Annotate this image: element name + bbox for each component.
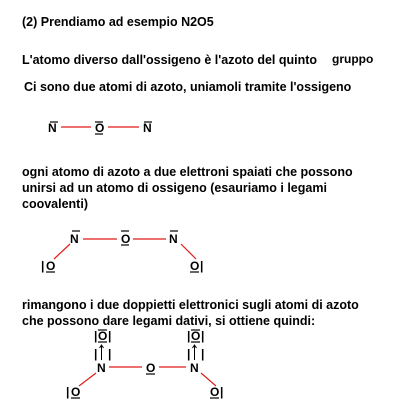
nitrogen-atom: N bbox=[48, 121, 57, 135]
paragraph-4-line-1: rimangono i due doppietti elettronici sugli atomi di azoto bbox=[22, 298, 359, 312]
nitrogen-atom: N bbox=[169, 232, 178, 246]
oxygen-pair: | bbox=[41, 259, 45, 273]
oxygen-pair: | bbox=[66, 385, 70, 399]
oxygen-atom: O bbox=[146, 361, 156, 375]
oxygen-pair: | bbox=[187, 347, 191, 361]
oxygen-atom: O bbox=[95, 121, 105, 135]
paragraph-3-line-1: ogni atomo di azoto a due elettroni spaiati che possono bbox=[22, 165, 353, 179]
nitrogen-atom: N bbox=[190, 361, 199, 375]
oxygen-pair: | bbox=[200, 259, 204, 273]
oxygen-atom: O bbox=[98, 329, 108, 343]
nitrogen-atom: N bbox=[70, 232, 79, 246]
oxygen-atom: O bbox=[191, 329, 201, 343]
nitrogen-atom: N bbox=[143, 121, 152, 135]
paragraph-4-line-2: che possono dare legami dativi, si ottiene quindi: bbox=[22, 314, 316, 328]
oxygen-pair: | bbox=[108, 329, 112, 343]
oxygen-pair: | bbox=[220, 385, 224, 399]
bond-line bbox=[79, 373, 96, 386]
paragraph-1: L'atomo diverso dall'ossigeno è l'azoto del quinto bbox=[22, 53, 318, 67]
oxygen-pair: | bbox=[94, 329, 98, 343]
nitrogen-atom: N bbox=[97, 361, 106, 375]
paragraph-1-tail: gruppo bbox=[332, 52, 374, 66]
oxygen-pair: | bbox=[187, 329, 191, 343]
oxygen-atom: O bbox=[46, 259, 56, 273]
oxygen-pair: | bbox=[201, 347, 205, 361]
oxygen-pair: | bbox=[201, 329, 205, 343]
oxygen-atom: O bbox=[121, 232, 131, 246]
oxygen-atom: O bbox=[71, 385, 81, 399]
heading: (2) Prendiamo ad esempio N2O5 bbox=[22, 15, 214, 29]
paragraph-3-line-2: unirsi ad un atomo di ossigeno (esauriamo i legami bbox=[22, 181, 327, 195]
oxygen-atom: O bbox=[190, 259, 200, 273]
oxygen-pair: | bbox=[94, 347, 98, 361]
oxygen-atom: O bbox=[210, 385, 220, 399]
paragraph-3-line-3: coovalenti) bbox=[22, 197, 88, 211]
oxygen-pair: | bbox=[108, 347, 112, 361]
paragraph-2: Ci sono due atomi di azoto, uniamoli tramite l'ossigeno bbox=[24, 80, 352, 94]
